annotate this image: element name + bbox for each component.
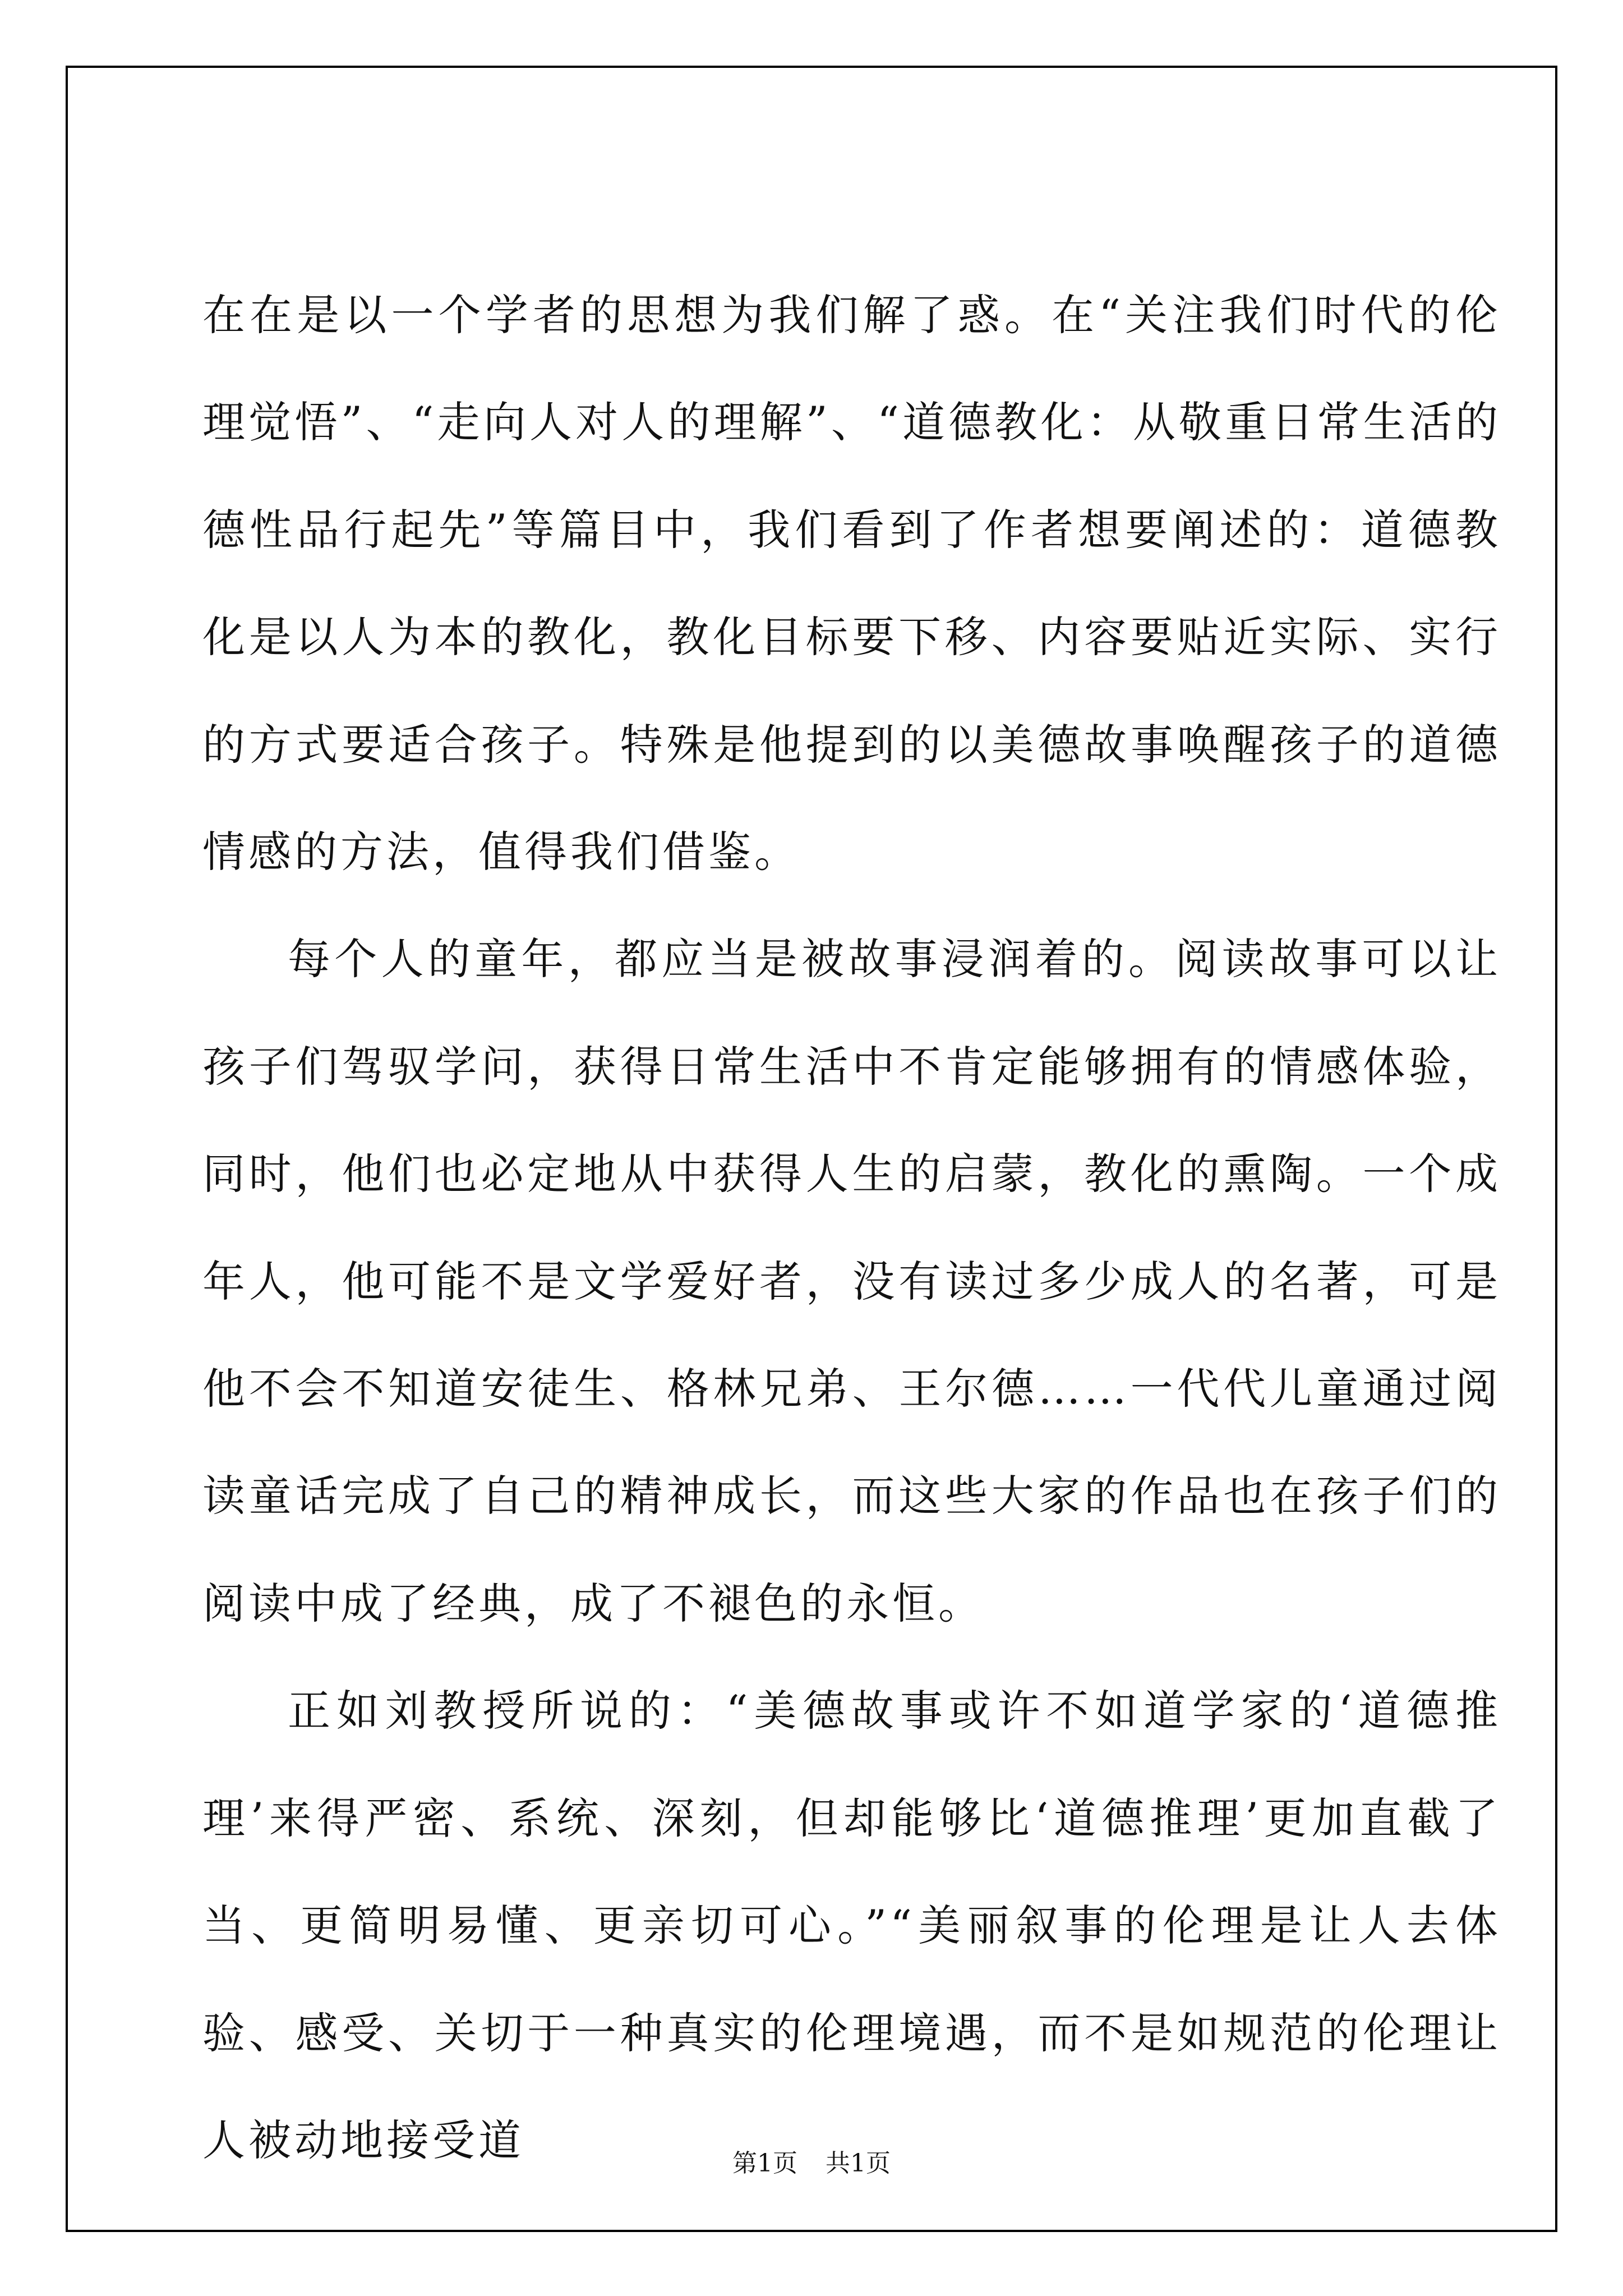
document-body bbox=[202, 261, 1501, 2194]
page-total: 共1页 bbox=[826, 2149, 891, 2178]
paragraph-2: 每个人的童年，都应当是被故事浸润着的。阅读故事可以让孩子们驾驭学问，获得日常生活中不肯定能够拥有的情感体验，同时，他们也必定地从中获得人生的启蒙，教化的熏陶。一个成年人，他可能不是文学爱好者，没有读过多少成人的名著，可是他不会不知道安徒生、格林兄弟、王尔德……一代代儿童通过阅读童话完成了自己的精神成长，而这些大家的作品也在孩子们的阅读中成了经典，成了不褪色的永恒。 bbox=[202, 934, 1501, 1628]
page-frame bbox=[66, 66, 1557, 2232]
paragraph-1: 在在是以一个学者的思想为我们解了惑。在“关注我们时代的伦理觉悟”、“走向人对人的理解”、“道德教化：从敬重日常生活的德性品行起先”等篇目中，我们看到了作者想要阐述的：道德教化是以人为本的教化，教化目标要下移、内容要贴近实际、实行的方式要适合孩子。特殊是他提到的以美德故事唤醒孩子的道德情感的方法，值得我们借鉴。 bbox=[202, 290, 1501, 877]
page-number: 第1页 bbox=[732, 2149, 797, 2178]
paragraph-3: 正如刘教授所说的：“美德故事或许不如道学家的‘道德推理’来得严密、系统、深刻，但却能够比‘道德推理’更加直截了当、更简明易懂、更亲切可心。”“美丽叙事的伦理是让人去体验、感受、关切于一种真实的伦理境遇，而不是如规范的伦理让人被动地接受道 bbox=[202, 1686, 1501, 2165]
page-footer bbox=[0, 2143, 1623, 2179]
